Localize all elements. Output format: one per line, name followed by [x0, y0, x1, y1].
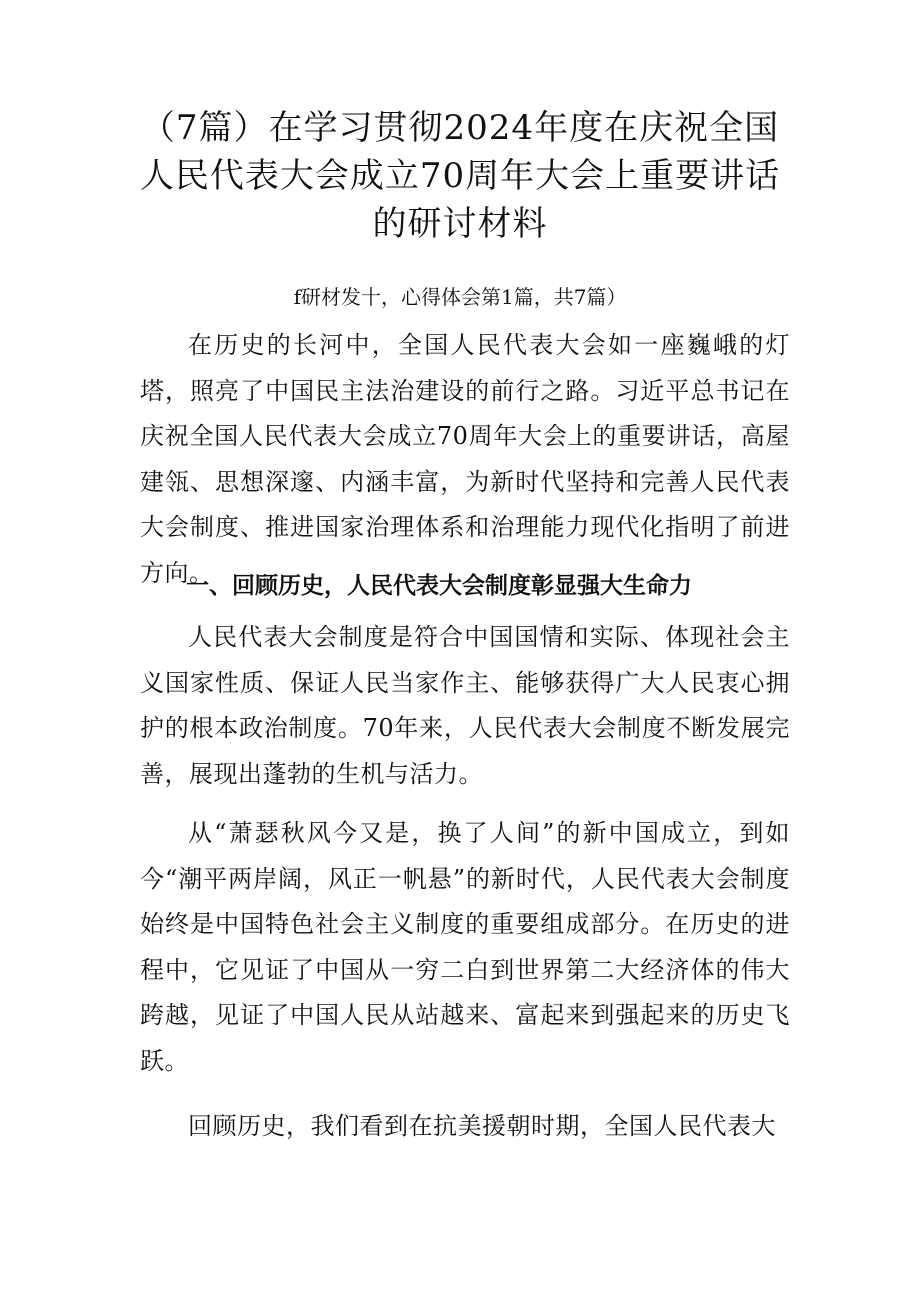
title-line-2: 人民代表大会成立70周年大会上重要讲话: [139, 156, 781, 196]
paragraph-intro: 在历史的长河中，全国人民代表大会如一座巍峨的灯塔，照亮了中国民主法治建设的前行之路。习近平总书记在庆祝全国人民代表大会成立70周年大会上的重要讲话，高屋建瓴、思想深邃、内涵丰富，为新时代坚持和完善人民代表大会制度、推进国家治理体系和治理能力现代化指明了前进方向。: [140, 331, 790, 587]
title-line-1: （7篇）在学习贯彻2024年度在庆祝全国: [140, 108, 780, 148]
section-heading: 一、回顾历史，人民代表大会制度彰显强大生命力: [186, 573, 692, 599]
paragraph-system: 人民代表大会制度是符合中国国情和实际、体现社会主义国家性质、保证人民当家作主、能够获得广大人民衷心拥护的根本政治制度。70年来，人民代表大会制度不断发展完善，展现出蓬勃的生机与活力。: [140, 623, 790, 788]
document-title: [100, 104, 820, 248]
document-subtitle: f研材发十，心得体会第1篇，共7篇）: [293, 285, 627, 309]
title-line-3: 的研讨材料: [372, 204, 548, 244]
paragraph-review: 回顾历史，我们看到在抗美援朝时期，全国人民代表大: [188, 1112, 776, 1140]
paragraph-history: 从“萧瑟秋风今又是，换了人间”的新中国成立，到如今“潮平两岸阔，风正一帆悬”的新时代，人民代表大会制度始终是中国特色社会主义制度的重要组成部分。在历史的进程中，它见证了中国从一穷二白到世界第二大经济体的伟大跨越，见证了中国人民从站越来、富起来到强起来的历史飞跃。: [140, 819, 790, 1075]
